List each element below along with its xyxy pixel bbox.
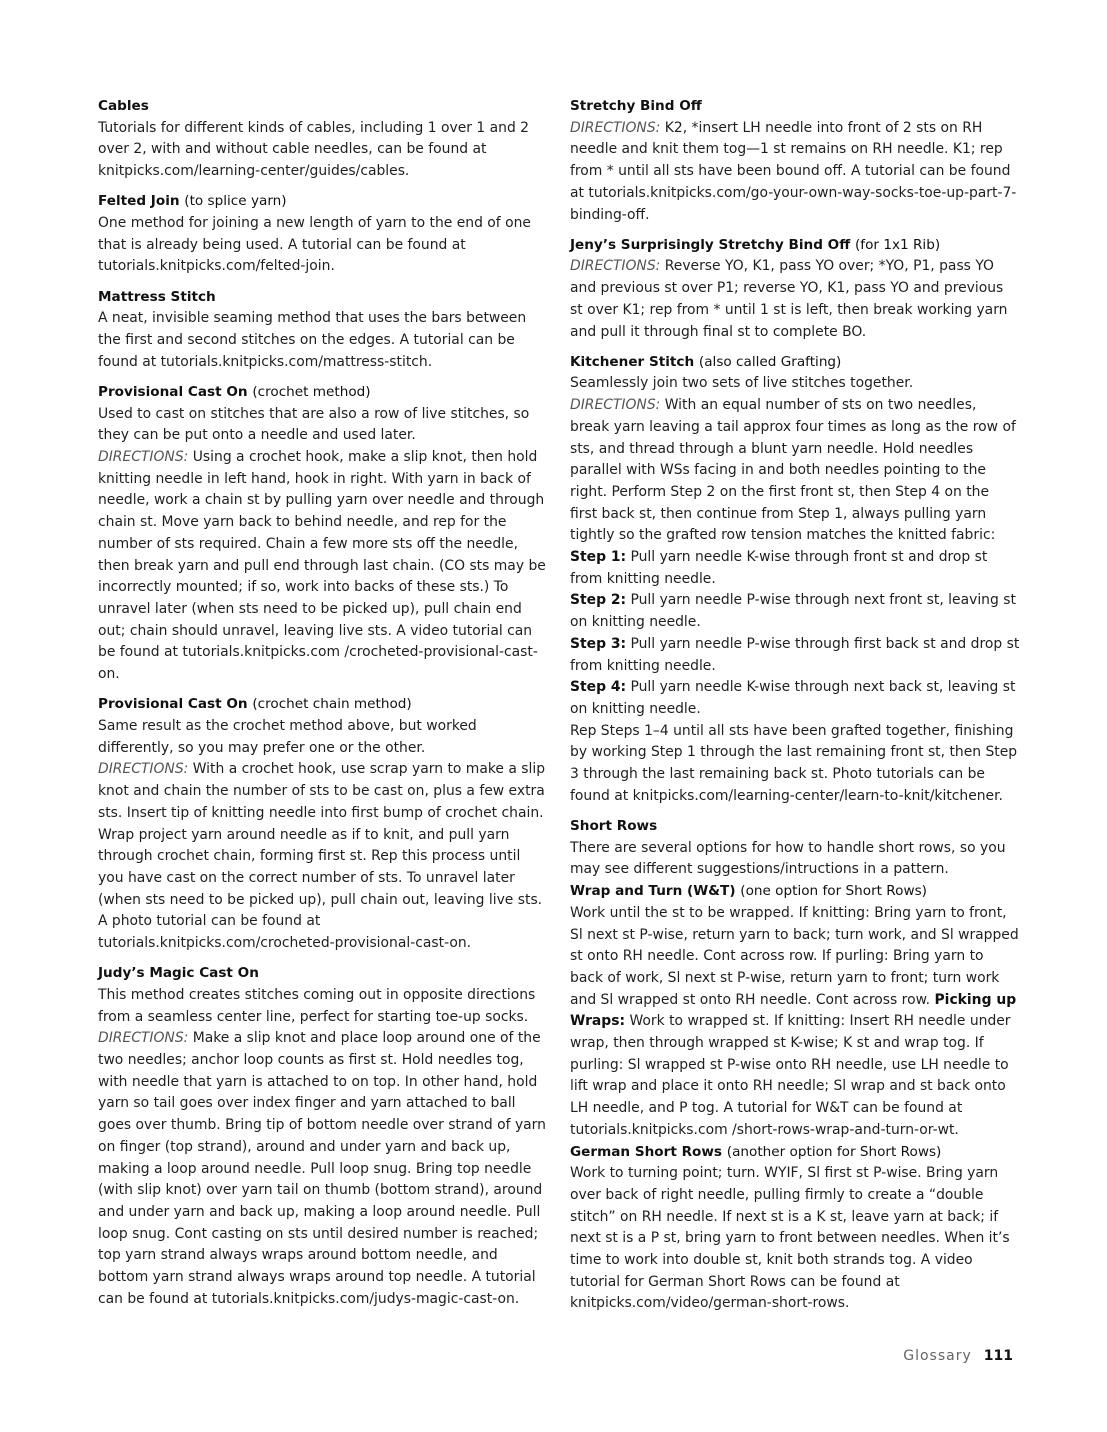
entry-kitchener-stitch bbox=[570, 352, 1020, 808]
entry-provisional-cast-on-chain bbox=[98, 694, 548, 954]
wt-text-2: Work to wrapped st. If knitting: Insert RH needle under wrap, then through wrapped st K-wise; K st and wrap tog. If purling: Sl wrapped st P-wise onto RH needle, use LH needle to lift wrap and place it onto RH needle; Sl wrap and st back onto LH needle, and P tog. A tutorial for W&T can be found at tutorials.knitpicks.com /short-rows-wrap-and-turn-or-wt. bbox=[570, 1013, 1011, 1138]
subtitle-main: Wrap and Turn (W&T) bbox=[570, 883, 736, 900]
entry-body bbox=[570, 373, 1020, 547]
entry-provisional-cast-on-crochet bbox=[98, 382, 548, 686]
entry-intro: Used to cast on stitches that are also a row of live stitches, so they can be put onto a needle and used later. bbox=[98, 405, 530, 444]
directions-text: With an equal number of sts on two needles, break yarn leaving a tail approx four times as long as the row of sts, and thread through a blunt yarn needle. Hold needles parallel with WSs facing in and both needles pointing to the right. Perform Step 2 on the first front st, then Step 4 on the first back st, then continue from Step 1, always pulling yarn tightly so the grafted row tension matches the knitted fabric: bbox=[570, 397, 1016, 544]
step-label: Step 3: bbox=[570, 635, 627, 652]
kitchener-step-1 bbox=[570, 547, 1020, 590]
step-label: Step 2: bbox=[570, 592, 627, 609]
entry-title bbox=[570, 235, 1020, 257]
entry-body: One method for joining a new length of yarn to the end of one that is already being used. A tutorial can be found at tutorials.knitpicks.com/felted-join. bbox=[98, 215, 531, 275]
wrap-and-turn-body bbox=[570, 903, 1020, 1142]
directions-label: DIRECTIONS: bbox=[570, 258, 661, 275]
directions-text: Reverse YO, K1, pass YO over; *YO, P1, pass YO and previous st over P1; reverse YO, K1, pass YO and previous st over K1; rep from * until 1 st is left, then break working yarn and pull it through final st to complete BO. bbox=[570, 258, 1008, 340]
wrap-and-turn-title bbox=[570, 881, 1020, 903]
step-text: Pull yarn needle K-wise through front st and drop st from knitting needle. bbox=[570, 549, 988, 587]
entry-body bbox=[98, 985, 548, 1311]
german-short-rows-body: Work to turning point; turn. WYIF, Sl first st P-wise. Bring yarn over back of right needle, pulling firmly to create a “double stitch” on RH needle. If next st is a K st, leave yarn at back; if next st is a P st, bring yarn to front between needles. When it’s time to work into double st, knit both strands tog. A video tutorial for German Short Rows can be found at knitpicks.com/video/german-short-rows. bbox=[570, 1165, 1010, 1312]
left-column bbox=[98, 96, 548, 1319]
entry-title: Short Rows bbox=[570, 818, 658, 834]
step-label: Step 4: bbox=[570, 679, 627, 696]
entry-body bbox=[570, 118, 1020, 227]
step-text: Pull yarn needle P-wise through first back st and drop st from knitting needle. bbox=[570, 635, 1020, 674]
entry-title: Judy’s Magic Cast On bbox=[98, 965, 259, 982]
entry-title-note: (also called Grafting) bbox=[698, 353, 842, 370]
directions-text: K2, *insert LH needle into front of 2 sts on RH needle and knit them tog—1 st remains on RH needle. K1; rep from * until all sts have been bound off. A tutorial can be found at tutorials.knitpicks.com/go-your-own-way-socks-toe-up-part-7-binding-off. bbox=[570, 119, 1017, 223]
entry-cables bbox=[98, 96, 548, 183]
step-label: Step 1: bbox=[570, 549, 627, 566]
german-short-rows-title bbox=[570, 1142, 1020, 1164]
directions-text: With a crochet hook, use scrap yarn to make a slip knot and chain the number of sts to be cast on, plus a few extra sts. Insert tip of knitting needle into first bump of crochet chain. Wrap project yarn around needle as if to knit, and pull yarn through crochet chain, forming first st. Rep this process until you have cast on the correct number of sts. To unravel later (when sts need to be picked up), pull chain out, leaving live sts. A photo tutorial can be found at tutorials.knitpicks.com/crocheted-provisional-cast-on. bbox=[98, 761, 546, 952]
page-number: 111 bbox=[983, 1348, 1013, 1364]
subtitle-main: German Short Rows bbox=[570, 1143, 723, 1160]
directions-label: DIRECTIONS: bbox=[98, 1030, 189, 1047]
entry-short-rows bbox=[570, 816, 1020, 1315]
entry-title-note: (to splice yarn) bbox=[184, 193, 287, 210]
entry-body bbox=[98, 716, 548, 955]
right-column bbox=[570, 96, 1020, 1324]
entry-title bbox=[98, 191, 548, 213]
entry-intro: This method creates stitches coming out in opposite directions from a seamless center line, perfect for starting toe-up socks. bbox=[98, 986, 536, 1025]
entry-title-main: Provisional Cast On bbox=[98, 696, 248, 713]
entry-felted-join bbox=[98, 191, 548, 278]
picking-up-wraps-label: Picking up Wraps: bbox=[570, 991, 1017, 1030]
directions-text: Make a slip knot and place loop around one of the two needles; anchor loop counts as first st. Hold needles tog, with needle that yarn is attached to on top. In other hand, hold yarn so tail goes over index finger and yarn attached to ball goes over thumb. Bring tip of bottom needle over strand of yarn on finger (top strand), around and under yarn and back up, making a loop around needle. Pull loop snug. Bring top needle (with slip knot) over yarn tail on thumb (bottom strand), around and under yarn and back up, making a loop around needle. Pull loop snug. Cont casting on sts until desired number is reached; top yarn strand always wraps around bottom needle, and bottom yarn strand always wraps around top needle. A tutorial can be found at tutorials.knitpicks.com/judys-magic-cast-on. bbox=[98, 1030, 546, 1307]
step-text: Pull yarn needle P-wise through next front st, leaving st on knitting needle. bbox=[570, 592, 1016, 631]
entry-title: Cables bbox=[98, 98, 149, 114]
entry-title: Stretchy Bind Off bbox=[570, 98, 702, 114]
entry-body: Tutorials for different kinds of cables, including 1 over 1 and 2 over 2, with and without cable needles, can be found at knitpicks.com/learning-center/guides/cables. bbox=[98, 119, 530, 180]
kitchener-step-4 bbox=[570, 677, 1020, 720]
wt-text-1: Work until the st to be wrapped. If knitting: Bring yarn to front, Sl next st P-wise, return yarn to back; turn work, and Sl wrapped st onto RH needle. Cont across row. If purling: Bring yarn to back of work, Sl next st P-wise, return yarn to front; turn work and Sl wrapped st onto RH needle. Cont across row. bbox=[570, 904, 1019, 1008]
entry-title-main: Felted Join bbox=[98, 193, 180, 210]
entry-title-note: (for 1x1 Rib) bbox=[855, 236, 941, 253]
entry-title bbox=[98, 694, 548, 716]
entry-intro: There are several options for how to handle short rows, so you may see different suggestions/intructions in a pattern. bbox=[570, 839, 1006, 878]
footer-section: Glossary bbox=[903, 1348, 972, 1364]
kitchener-closing: Rep Steps 1–4 until all sts have been grafted together, finishing by working Step 1 through the last remaining front st, then Step 3 through the last remaining back st. Photo tutorials can be found at knitpicks.com/learning-center/learn-to-knit/kitchener. bbox=[570, 722, 1018, 804]
entry-title-note: (crochet chain method) bbox=[252, 696, 412, 713]
entry-body: A neat, invisible seaming method that uses the bars between the first and second stitches on the edges. A tutorial can be found at tutorials.knitpicks.com/mattress-stitch. bbox=[98, 310, 527, 370]
entry-body bbox=[570, 256, 1020, 343]
directions-text: Using a crochet hook, make a slip knot, then hold knitting needle in left hand, hook in right. With yarn in back of needle, work a chain st by pulling yarn over needle and through chain st. Move yarn back to behind needle, and rep for the number of sts required. Chain a few more sts off the needle, then break yarn and pull end through last chain. (CO sts may be incorrectly mounted; if so, work into backs of these sts.) To unravel later (when sts need to be picked up), pull chain end out; chain should unravel, leaving live sts. A video tutorial can be found at tutorials.knitpicks.com /crocheted-provisional-cast-on. bbox=[98, 449, 546, 683]
entry-mattress-stitch bbox=[98, 287, 548, 374]
page-footer bbox=[903, 1346, 1013, 1366]
directions-label: DIRECTIONS: bbox=[98, 761, 189, 778]
kitchener-step-3 bbox=[570, 634, 1020, 677]
entry-title bbox=[98, 382, 548, 404]
directions-label: DIRECTIONS: bbox=[570, 119, 661, 136]
directions-label: DIRECTIONS: bbox=[98, 449, 189, 466]
entry-intro: Seamlessly join two sets of live stitches together. bbox=[570, 375, 914, 392]
entry-title-note: (crochet method) bbox=[252, 383, 371, 400]
entry-body bbox=[98, 404, 548, 686]
subtitle-note: (another option for Short Rows) bbox=[726, 1143, 942, 1160]
entry-title-main: Kitchener Stitch bbox=[570, 353, 695, 370]
kitchener-step-2 bbox=[570, 590, 1020, 633]
entry-jenys-bind-off bbox=[570, 235, 1020, 344]
entry-title: Mattress Stitch bbox=[98, 288, 216, 305]
entry-judys-magic-cast-on bbox=[98, 963, 548, 1310]
step-text: Pull yarn needle K-wise through next back st, leaving st on knitting needle. bbox=[570, 679, 1016, 717]
directions-label: DIRECTIONS: bbox=[570, 397, 661, 414]
entry-title bbox=[570, 352, 1020, 374]
entry-title-main: Jeny’s Surprisingly Stretchy Bind Off bbox=[570, 236, 851, 253]
entry-intro: Same result as the crochet method above, but worked differently, so you may prefer one or the other. bbox=[98, 717, 477, 756]
subtitle-note: (one option for Short Rows) bbox=[740, 883, 927, 900]
entry-title-main: Provisional Cast On bbox=[98, 383, 248, 400]
entry-stretchy-bind-off bbox=[570, 96, 1020, 226]
